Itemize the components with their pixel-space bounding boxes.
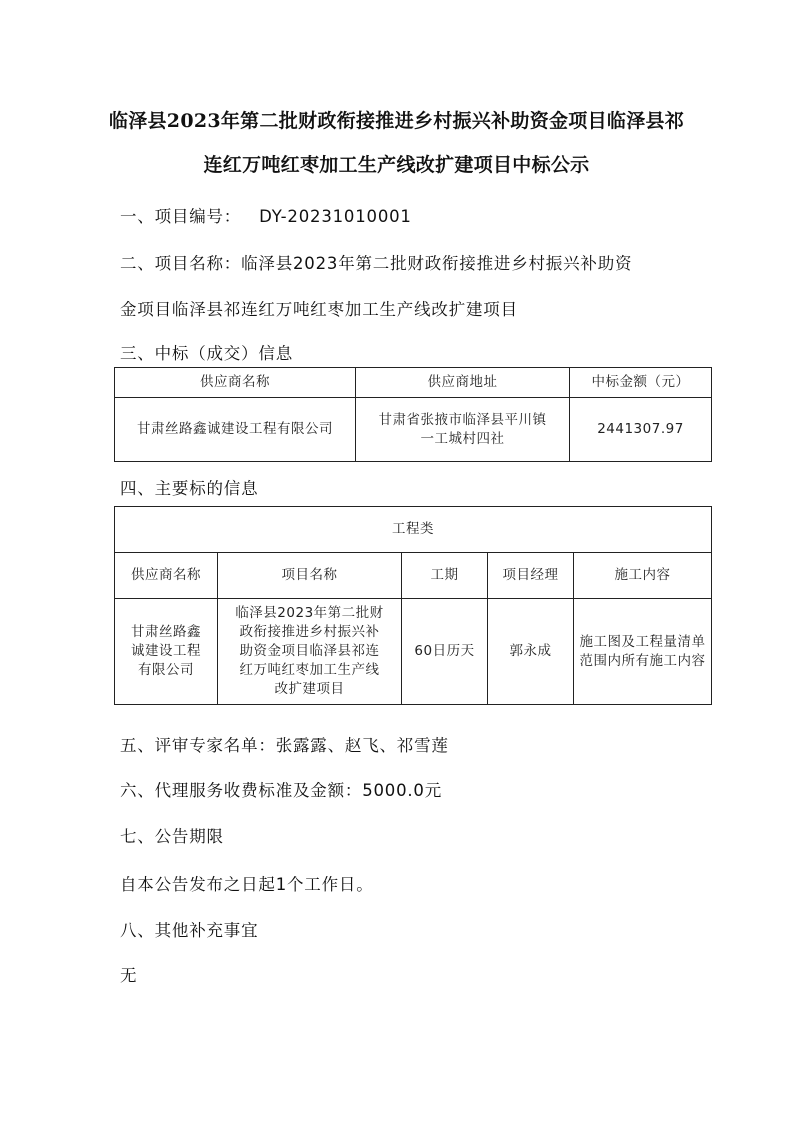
supplier-line: 甘肃丝路鑫	[131, 624, 201, 640]
content-line: 范围内所有施工内容	[579, 652, 706, 669]
project-number	[120, 203, 412, 227]
experts-list: 五、评审专家名单：张露露、赵飞、祁雪莲	[120, 736, 449, 755]
other-matters-text: 无	[120, 966, 138, 985]
header-supplier-address: 供应商地址	[356, 368, 570, 398]
header-period: 工期	[402, 553, 488, 599]
subject-category-row	[115, 507, 712, 553]
notice-period-text: 自本公告发布之日起1个工作日。	[120, 875, 374, 894]
project-number-value: DY-20231010001	[259, 207, 412, 226]
address-line2: 一工城村四社	[420, 430, 505, 447]
winner-table-row	[115, 398, 712, 462]
header-bid-amount: 中标金额（元）	[570, 368, 712, 398]
subject-table	[114, 506, 712, 705]
header-manager: 项目经理	[488, 553, 574, 599]
supplier-line: 诚建设工程	[131, 643, 201, 659]
content-line: 施工图及工程量清单	[579, 633, 706, 650]
subject-period: 60日历天	[402, 599, 488, 705]
notice-period-heading: 七、公告期限	[120, 827, 224, 846]
subject-manager: 郭永成	[488, 599, 574, 705]
project-name	[120, 250, 632, 274]
subject-project-name	[218, 599, 402, 705]
winner-table-header-row	[115, 368, 712, 398]
document-title-line1: 临泽县2023年第二批财政衔接推进乡村振兴补助资金项目临泽县祁	[108, 110, 685, 132]
subject-section-heading: 四、主要标的信息	[120, 479, 259, 498]
project-line: 政衔接推进乡村振兴补	[239, 624, 380, 640]
project-name-value-line2: 金项目临泽县祁连红万吨红枣加工生产线改扩建项目	[120, 300, 518, 319]
header-supplier-name: 供应商名称	[115, 368, 356, 398]
winner-supplier-address	[356, 398, 570, 462]
project-line: 临泽县2023年第二批财	[235, 605, 384, 621]
document-title-line2: 连红万吨红枣加工生产线改扩建项目中标公示	[203, 154, 590, 176]
winner-table	[114, 367, 712, 462]
agency-fee: 六、代理服务收费标准及金额：5000.0元	[120, 781, 443, 800]
subject-content	[574, 599, 712, 705]
project-line: 助资金项目临泽县祁连	[239, 643, 380, 659]
subject-table-row	[115, 599, 712, 705]
header-project-name: 项目名称	[218, 553, 402, 599]
other-matters-heading: 八、其他补充事宜	[120, 921, 259, 940]
project-name-label: 二、项目名称：	[120, 254, 242, 273]
supplier-line: 有限公司	[138, 662, 194, 678]
winner-section-heading: 三、中标（成交）信息	[120, 344, 293, 363]
subject-table-header-row	[115, 553, 712, 599]
project-line: 改扩建项目	[274, 681, 345, 697]
project-number-label: 一、项目编号：	[120, 207, 242, 226]
header-content: 施工内容	[574, 553, 712, 599]
project-line: 红万吨红枣加工生产线	[239, 662, 380, 678]
winner-bid-amount: 2441307.97	[570, 398, 712, 462]
winner-supplier-name: 甘肃丝路鑫诚建设工程有限公司	[115, 398, 356, 462]
subject-category: 工程类	[115, 507, 712, 553]
address-line1: 甘肃省张掖市临泽县平川镇	[378, 411, 547, 428]
header-supplier: 供应商名称	[115, 553, 218, 599]
subject-supplier	[115, 599, 218, 705]
project-name-value-line1: 临泽县2023年第二批财政衔接推进乡村振兴补助资	[241, 254, 633, 273]
